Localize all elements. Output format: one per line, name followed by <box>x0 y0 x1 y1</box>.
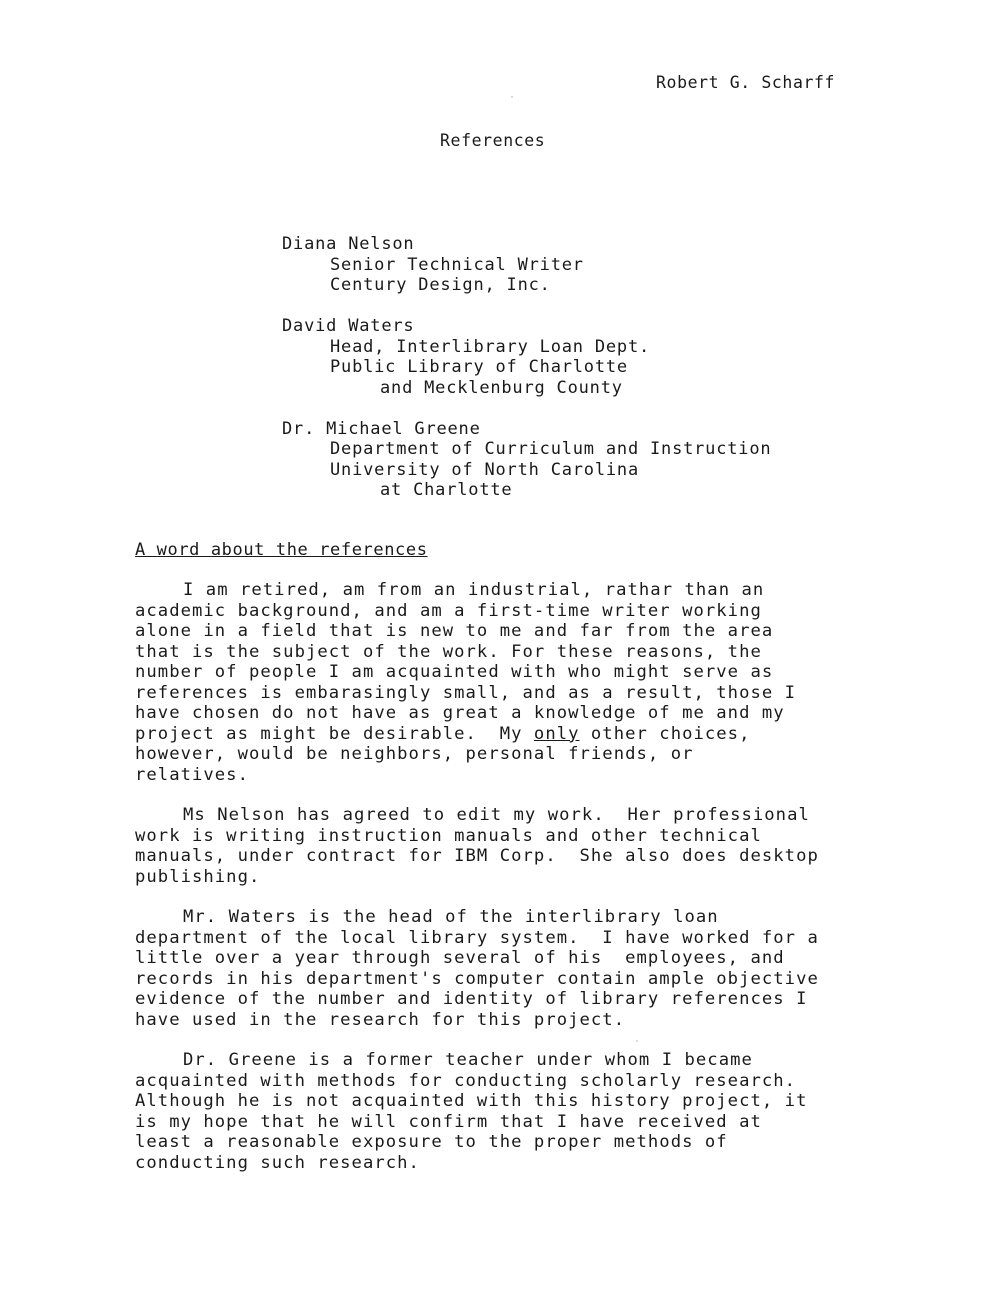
text-line: relatives. <box>135 764 249 785</box>
reference-detail: Department of Curriculum and Instruction <box>330 439 772 459</box>
section-heading: A word about the references <box>135 540 428 560</box>
reference-detail: University of North Carolina <box>330 459 639 480</box>
reference-detail: Senior Technical Writer <box>330 254 584 275</box>
reference-name: David Waters <box>282 316 415 336</box>
text-line: work is writing instruction manuals and other technical <box>135 825 762 846</box>
author-name: Robert G. Scharff <box>656 73 836 92</box>
text-line: acquainted with methods for conducting scholarly research. <box>135 1070 797 1091</box>
paragraph <box>135 1050 875 1173</box>
reference-detail: and Mecklenburg County <box>380 377 623 398</box>
scan-speck <box>511 96 513 98</box>
text-line: records in his department's computer contain ample objective <box>135 968 819 989</box>
text-line: academic background, and am a first-time writer working <box>135 600 762 621</box>
reference-detail: Century Design, Inc. <box>330 275 551 295</box>
text-line: department of the local library system. I have worked for a <box>135 927 819 948</box>
text-line: references is embarasingly small, and as a result, those I <box>135 682 797 703</box>
reference-entry <box>282 419 771 501</box>
paragraph <box>135 907 875 1030</box>
text-line: number of people I am acquainted with who might serve as <box>135 662 774 682</box>
text-line: I am retired, am from an industrial, rathar than an <box>183 580 765 600</box>
text-line: is my hope that he will confirm that I have received at <box>135 1111 762 1132</box>
text-line: Ms Nelson has agreed to edit my work. Her professional <box>183 805 810 825</box>
reference-name: Dr. Michael Greene <box>282 418 481 439</box>
reference-entry <box>282 316 771 398</box>
reference-detail: Public Library of Charlotte <box>330 357 628 377</box>
reference-entry <box>282 234 771 296</box>
text-line: Although he is not acquainted with this history project, it <box>135 1091 808 1111</box>
text-line: alone in a field that is new to me and far from the area <box>135 621 774 641</box>
reference-detail: Head, Interlibrary Loan Dept. <box>330 336 651 357</box>
text-line: manuals, under contract for IBM Corp. She also does desktop <box>135 846 819 866</box>
text-segment: project as might be desirable. My <box>135 723 534 744</box>
paragraph <box>135 580 875 785</box>
text-line: however, would be neighbors, personal friends, or <box>135 744 694 764</box>
reference-name: Diana Nelson <box>282 234 415 254</box>
text-segment: other choices, <box>579 723 751 744</box>
section-body <box>135 580 875 1193</box>
references-list <box>282 234 771 521</box>
text-line: least a reasonable exposure to the proper methods of <box>135 1132 728 1152</box>
page-title: References <box>440 131 546 150</box>
text-line: that is the subject of the work. For these reasons, the <box>135 641 762 662</box>
text-line: Dr. Greene is a former teacher under whom I became <box>183 1050 753 1070</box>
text-line: evidence of the number and identity of library references I <box>135 989 808 1009</box>
text-line: have chosen do not have as great a knowledge of me and my <box>135 703 785 723</box>
text-line: conducting such research. <box>135 1152 420 1173</box>
text-line: have used in the research for this project. <box>135 1009 626 1030</box>
reference-detail: at Charlotte <box>380 480 513 500</box>
underlined-word: only <box>533 723 580 744</box>
text-line: Mr. Waters is the head of the interlibrary loan <box>183 907 719 927</box>
text-line: little over a year through several of his employees, and <box>135 948 785 968</box>
text-line: publishing. <box>135 866 261 887</box>
text-line <box>135 724 875 745</box>
scan-speck <box>636 1040 638 1042</box>
paragraph <box>135 805 875 887</box>
